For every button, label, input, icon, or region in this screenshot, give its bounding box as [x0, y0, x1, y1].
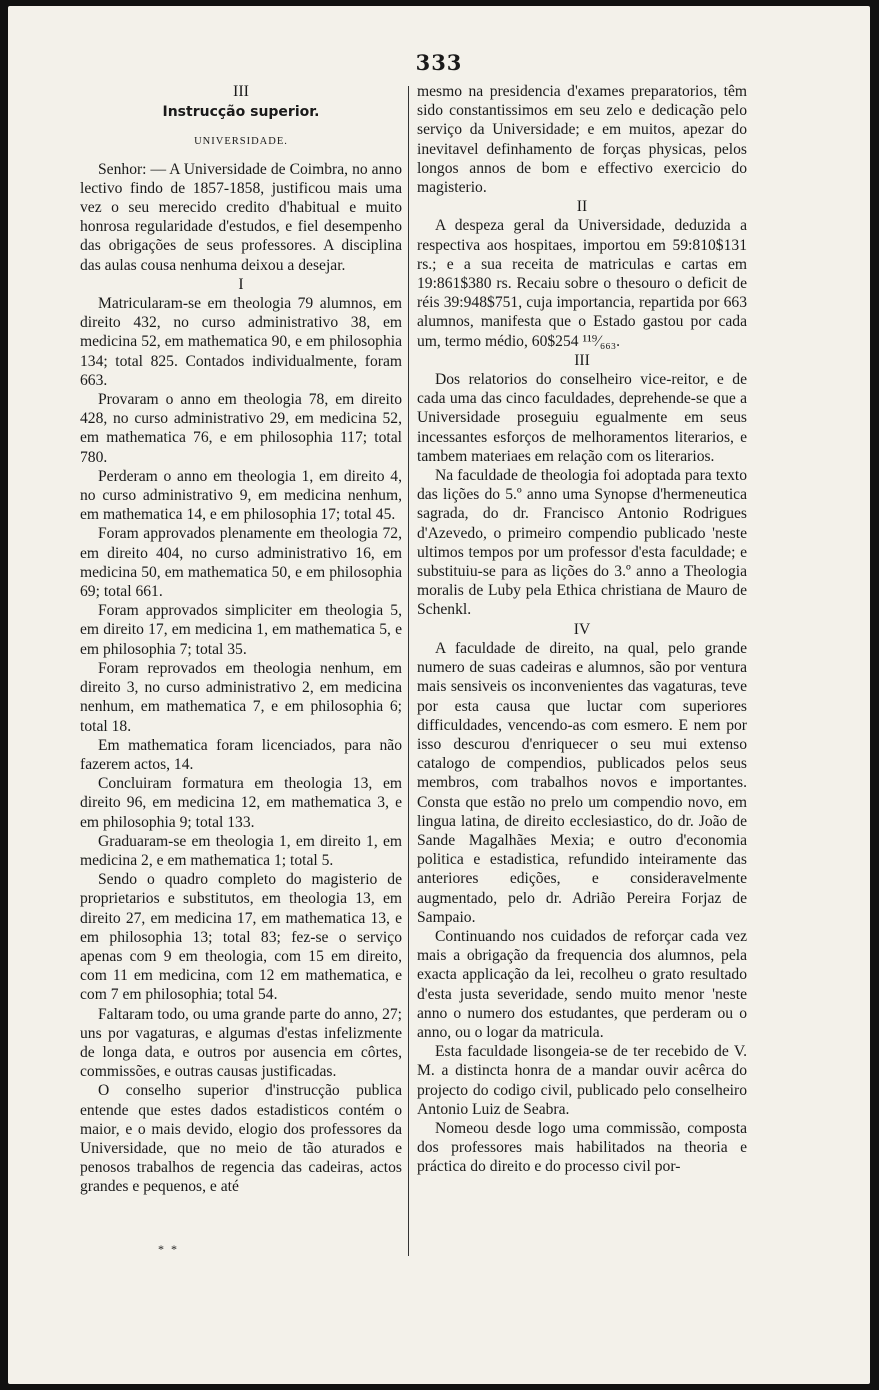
section-title: Instrucção superior.: [162, 104, 320, 121]
paragraph: Na faculdade de theologia foi adoptada para texto das lições do 5.º anno uma Synopse d'hermeneutica sagrada, do dr. Francisco Antonio Rodrigues d'Azevedo, o primeiro compendio publicado 'neste ultimos tempos por um professor d'esta faculdade; e substituiu-se para as lições do 3.º anno a Theologia moralis de Luby pela Ethica christiana de Mauro de Schenkl.: [417, 467, 747, 619]
paragraph: Provaram o anno em theologia 78, em direito 428, no curso administrativo 29, em medicina 52, em mathematica 76, e em philosophia 117; total 780.: [80, 391, 402, 466]
paragraph: Nomeou desde logo uma commissão, composta dos professores mais habilitados na theoria e práctica do direito e do processo civil por-: [417, 1119, 747, 1176]
subsection-numeral-iv: IV: [573, 620, 591, 638]
paragraph: Foram approvados simpliciter em theologia 5, em direito 17, em medicina 1, em mathematica 5, e em philosophia 7; total 35.: [80, 602, 402, 658]
paragraph: O conselho superior d'instrucção publica entende que estes dados estadisticos contém o maior, e o mais devido, elogio dos professores da Universidade, que no meio de tão aturados e penosos trabalhos de regencia das cadeiras, actos grandes e pequenos, e até: [80, 1082, 402, 1196]
subsection-numeral-ii: II: [576, 198, 588, 216]
paragraph: Foram approvados plenamente em theologia 72, em direito 404, no curso administrativo 16, em medicina 50, em mathematica 50, e em philosophia 69; total 661.: [80, 525, 402, 601]
paragraph: Graduaram-se em theologia 1, em direito 1, em medicina 2, e em mathematica 1; total 5.: [80, 832, 402, 869]
intro-paragraph: Senhor: — A Universidade de Coimbra, no anno lectivo findo de 1857-1858, justificou mais uma vez o seu merecido credito d'habitual e muito honrosa regularidade d'estudos, e fiel desempenho das obrigações de seus professores. A disciplina das aulas cousa nenhuma deixou a desejar.: [80, 160, 402, 274]
paragraph: Perderam o anno em theologia 1, em direito 4, no curso administrativo 9, em medicina nenhum, em mathematica 14, e em philosophia 17; total 45.: [80, 467, 402, 524]
signature-mark: * *: [158, 1242, 179, 1256]
paragraph: A faculdade de direito, na qual, pelo grande numero de suas cadeiras e alumnos, são por ventura mais sensiveis os inconvenientes das vagaturas, teve por esta causa que luctar com superiores difficuldades, vencendo-as com esmero. E nem por isso descurou d'enriquecer o seu mui extenso catalogo de compendios, publicados pelos seus membros, com trabalhos novos e importantes. Consta que estão no prelo um compendio novo, em lingua latina, de direito ecclesiastico, do dr. João de Sande Magalhães Mexia; e outro d'economia politica e estadistica, refundido inteiramente das anteriores edições, e consideravelmente augmentado, pelo dr. Adrião Pereira Forjaz de Sampaio.: [417, 639, 747, 926]
paragraph: A despeza geral da Universidade, deduzida a respectiva aos hospitaes, importou em 59:810$131 rs.; e a sua receita de matriculas e cartas em 19:861$380 rs. Recaiu sobre o thesouro o deficit de réis 39:948$751, cuja importancia, repartida por 663 alumnos, manifesta que o Estado gastou por cada um, termo médio, 60$254 ¹¹⁹⁄₆₆₃.: [417, 217, 747, 350]
column-divider: [408, 86, 409, 1256]
right-column: [417, 82, 747, 1177]
paragraph: Esta faculdade lisongeia-se de ter recebido de V. M. a distincta honra de a mandar ouvir acêrca do projecto do codigo civil, publicado pelo conselheiro Antonio Luiz de Seabra.: [417, 1043, 747, 1118]
paragraph: Foram reprovados em theologia nenhum, em direito 3, no curso administrativo 2, em medicina nenhum, em mathematica 7, e em philosophia 6; total 18.: [80, 659, 402, 735]
scanned-page: [8, 6, 870, 1384]
section-subtitle: UNIVERSIDADE.: [194, 136, 288, 148]
paragraph: Faltaram todo, ou uma grande parte do anno, 27; uns por vagaturas, e algumas d'estas infelizmente de longa data, e outros por ausencia em côrtes, commissões, e outras causas justificadas.: [80, 1005, 402, 1081]
paragraph: Sendo o quadro completo do magisterio de proprietarios e substitutos, em theologia 13, em direito 27, em medicina 17, em mathematica 13, e em philosophia 13; total 83; fez-se o serviço apenas com 9 em theologia, com 15 em direito, com 11 em medicina, com 12 em mathematica, e com 7 em philosophia; total 54.: [80, 871, 402, 1004]
paragraph: Dos relatorios do conselheiro vice-reitor, e de cada uma das cinco faculdades, deprehende-se que a Universidade proseguiu egualmente em seus incessantes esforços de melhoramentos literarios, e tambem materiaes em relação com os literarios.: [417, 371, 747, 465]
left-column: [80, 82, 402, 1197]
subsection-numeral-i: I: [238, 275, 244, 293]
subsection-numeral-iii: III: [574, 351, 590, 369]
paragraph: Continuando nos cuidados de reforçar cada vez mais a obrigação da frequencia dos alumnos, pela exacta applicação da lei, recolheu o grato resultado d'esta justa severidade, sendo muito menor 'neste anno o numero dos estudantes, que perderam ou o anno, ou o logar da matricula.: [417, 927, 747, 1041]
paragraph: Em mathematica foram licenciados, para não fazerem actos, 14.: [80, 736, 402, 773]
section-numeral-iii: III: [233, 83, 249, 100]
paragraph: Matricularam-se em theologia 79 alumnos, em direito 432, no curso administrativo 38, em medicina 52, em mathematica 90, e em philosophia 134; total 825. Contados individualmente, foram 663.: [80, 295, 402, 389]
continued-paragraph: mesmo na presidencia d'exames preparatorios, têm sido constantissimos em seu zelo e dedicação pelo serviço da Universidade; e em muitos, apezar do inevitavel definhamento de forças physicas, pelos longos annos de bom e effectivo exercicio do magisterio.: [417, 83, 747, 197]
paragraph: Concluiram formatura em theologia 13, em direito 96, em medicina 12, em mathematica 3, e em philosophia 9; total 133.: [80, 775, 402, 831]
page-number: 333: [415, 50, 463, 75]
